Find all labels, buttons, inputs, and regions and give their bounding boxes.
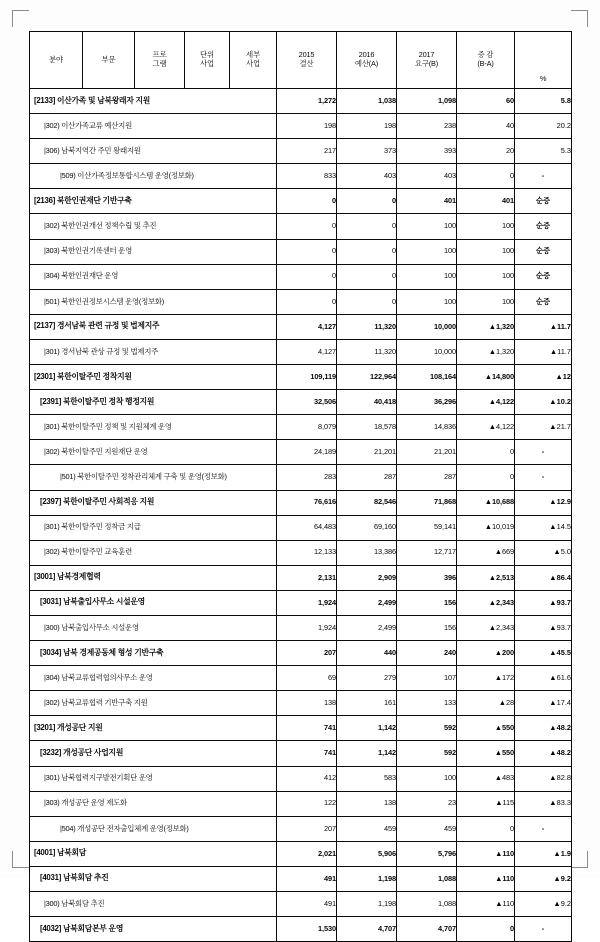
cell-y2015: 491	[277, 866, 337, 891]
cell-y2017: 396	[397, 565, 457, 590]
cell-pct: ▲83.3	[515, 791, 572, 816]
table-row	[30, 289, 572, 314]
header-line: 2016	[358, 50, 375, 60]
cell-pct: ▲12.9	[515, 490, 572, 515]
cell-y2015: 76,616	[277, 490, 337, 515]
header-line: 프로	[152, 50, 167, 60]
cell-y2015: 741	[277, 716, 337, 741]
cell-pct: ▲48.2	[515, 741, 572, 766]
header-line: 증 감	[477, 50, 494, 60]
table-row	[30, 766, 572, 791]
cell-pct: ▲48.2	[515, 716, 572, 741]
header-cell-field	[30, 32, 83, 89]
cell-y2015: 12,133	[277, 540, 337, 565]
table-row	[30, 540, 572, 565]
header-cell-detail_project	[230, 32, 277, 89]
cell-y2016: 82,546	[337, 490, 397, 515]
header-line: 요구(B)	[414, 59, 439, 68]
header-line: (B-A)	[477, 59, 494, 68]
table-row	[30, 716, 572, 741]
cell-pct: -	[515, 440, 572, 465]
row-label: [2136] 북한인권재단 기반구축	[30, 189, 277, 214]
row-label: [3201] 개성공단 지원	[30, 716, 277, 741]
cell-y2017: 100	[397, 766, 457, 791]
cell-y2017: 1,088	[397, 892, 457, 917]
cell-y2015: 833	[277, 164, 337, 189]
row-label: [4001] 남북회담	[30, 841, 277, 866]
cell-y2017: 592	[397, 741, 457, 766]
cell-diff: ▲110	[457, 892, 515, 917]
crop-mark-bottom-left	[12, 851, 29, 868]
cell-y2015: 0	[277, 189, 337, 214]
table-row	[30, 390, 572, 415]
cell-y2015: 2,021	[277, 841, 337, 866]
row-label: [3232] 개성공단 사업지원	[30, 741, 277, 766]
table-row	[30, 641, 572, 666]
cell-y2017: 107	[397, 666, 457, 691]
cell-y2017: 10,000	[397, 314, 457, 339]
cell-y2015: 0	[277, 239, 337, 264]
cell-diff: ▲483	[457, 766, 515, 791]
table-row	[30, 189, 572, 214]
header-line: 예산(A)	[354, 59, 379, 68]
row-label: [4031] 남북회담 추진	[30, 866, 277, 891]
row-label: [4032] 남북회담본부 운영	[30, 917, 277, 942]
row-label: |300) 남북출입사무소 시설운영	[30, 615, 277, 640]
row-label: |300) 남북회담 추진	[30, 892, 277, 917]
cell-y2016: 1,198	[337, 866, 397, 891]
row-label: |302) 남북교류협력 기반구축 지원	[30, 691, 277, 716]
row-label: [3034] 남북 경제공동체 형성 기반구축	[30, 641, 277, 666]
table-row	[30, 917, 572, 942]
cell-y2015: 0	[277, 289, 337, 314]
cell-y2015: 412	[277, 766, 337, 791]
cell-diff: ▲550	[457, 716, 515, 741]
cell-diff: ▲4,122	[457, 415, 515, 440]
header-line: 단위	[200, 50, 214, 60]
cell-y2016: 583	[337, 766, 397, 791]
cell-y2015: 1,924	[277, 615, 337, 640]
budget-table	[29, 31, 572, 942]
header-cell-diff	[457, 32, 515, 89]
cell-y2015: 24,189	[277, 440, 337, 465]
cell-y2015: 138	[277, 691, 337, 716]
cell-diff: 0	[457, 465, 515, 490]
cell-y2016: 21,201	[337, 440, 397, 465]
cell-y2015: 69	[277, 666, 337, 691]
cell-diff: ▲10,019	[457, 515, 515, 540]
header-cell-pct	[515, 32, 572, 89]
cell-diff: ▲1,320	[457, 339, 515, 364]
cell-diff: 401	[457, 189, 515, 214]
cell-pct: 5.8	[515, 89, 572, 114]
cell-diff: ▲115	[457, 791, 515, 816]
cell-y2016: 161	[337, 691, 397, 716]
table-row	[30, 590, 572, 615]
cell-pct: -	[515, 917, 572, 942]
cell-y2017: 100	[397, 214, 457, 239]
cell-y2015: 283	[277, 465, 337, 490]
cell-y2016: 11,320	[337, 314, 397, 339]
table-row	[30, 816, 572, 841]
cell-diff: ▲2,343	[457, 615, 515, 640]
cell-diff: ▲2,343	[457, 590, 515, 615]
header-line: 분야	[49, 54, 63, 64]
cell-y2016: 2,909	[337, 565, 397, 590]
cell-y2017: 100	[397, 289, 457, 314]
cell-y2016: 440	[337, 641, 397, 666]
cell-y2016: 373	[337, 139, 397, 164]
cell-pct: ▲9.2	[515, 892, 572, 917]
cell-y2017: 1,098	[397, 89, 457, 114]
row-label: [3031] 남북출입사무소 시설운영	[30, 590, 277, 615]
cell-pct: 순증	[515, 189, 572, 214]
cell-diff: ▲110	[457, 841, 515, 866]
cell-y2017: 10,000	[397, 339, 457, 364]
row-label: |301) 북한이탈주민 정책 및 지원체계 운영	[30, 415, 277, 440]
cell-diff: ▲550	[457, 741, 515, 766]
cell-y2015: 207	[277, 641, 337, 666]
table-row	[30, 339, 572, 364]
cell-diff: 0	[457, 917, 515, 942]
cell-y2017: 287	[397, 465, 457, 490]
crop-mark-top-left	[12, 10, 29, 27]
header-cell-y2016	[337, 32, 397, 89]
cell-y2016: 11,320	[337, 339, 397, 364]
cell-y2016: 40,418	[337, 390, 397, 415]
row-label: |302) 북한인권개선 정책수립 및 추진	[30, 214, 277, 239]
table-row	[30, 741, 572, 766]
cell-y2016: 287	[337, 465, 397, 490]
cell-diff: ▲2,513	[457, 565, 515, 590]
cell-y2015: 0	[277, 264, 337, 289]
cell-y2017: 401	[397, 189, 457, 214]
cell-pct: -	[515, 164, 572, 189]
cell-y2015: 109,119	[277, 365, 337, 390]
cell-pct: 순증	[515, 214, 572, 239]
cell-y2015: 8,079	[277, 415, 337, 440]
table-row	[30, 515, 572, 540]
header-line: 2015	[298, 50, 315, 60]
cell-pct: ▲12	[515, 365, 572, 390]
row-label: |501) 북한이탈주민 정착관리체계 구축 및 운영(정보화)	[30, 465, 277, 490]
cell-y2016: 0	[337, 264, 397, 289]
header-cell-y2017	[397, 32, 457, 89]
cell-diff: 0	[457, 816, 515, 841]
cell-y2015: 1,924	[277, 590, 337, 615]
cell-pct: ▲17.4	[515, 691, 572, 716]
table-row	[30, 415, 572, 440]
table-row	[30, 615, 572, 640]
header-line: 세부	[246, 50, 260, 60]
cell-y2017: 1,088	[397, 866, 457, 891]
table-row	[30, 666, 572, 691]
cell-y2015: 1,272	[277, 89, 337, 114]
table-row	[30, 114, 572, 139]
cell-diff: ▲14,800	[457, 365, 515, 390]
row-label: [2301] 북한이탈주민 정착지원	[30, 365, 277, 390]
row-label: |302) 이산가족교류 예산지원	[30, 114, 277, 139]
table-row	[30, 565, 572, 590]
cell-y2016: 138	[337, 791, 397, 816]
cell-diff: 100	[457, 239, 515, 264]
cell-diff: ▲10,688	[457, 490, 515, 515]
cell-y2015: 122	[277, 791, 337, 816]
cell-diff: 100	[457, 264, 515, 289]
table-row	[30, 490, 572, 515]
table-row	[30, 365, 572, 390]
cell-y2016: 198	[337, 114, 397, 139]
cell-diff: 100	[457, 289, 515, 314]
row-label: |501) 북한인권정보시스템 운영(정보화)	[30, 289, 277, 314]
header-cell-unit_project	[185, 32, 230, 89]
cell-y2016: 13,386	[337, 540, 397, 565]
table-row	[30, 841, 572, 866]
row-label: [3001] 남북경제협력	[30, 565, 277, 590]
row-label: |301) 북한이탈주민 정착금 지급	[30, 515, 277, 540]
cell-y2015: 741	[277, 741, 337, 766]
cell-diff: ▲28	[457, 691, 515, 716]
cell-pct: ▲45.5	[515, 641, 572, 666]
cell-y2017: 156	[397, 590, 457, 615]
table-row	[30, 314, 572, 339]
table-row	[30, 239, 572, 264]
row-label: |304) 남북교류협력협의사무소 운영	[30, 666, 277, 691]
cell-diff: 60	[457, 89, 515, 114]
header-line: 2017	[418, 50, 435, 60]
cell-y2017: 21,201	[397, 440, 457, 465]
crop-mark-bottom-right	[571, 851, 588, 868]
cell-diff: 20	[457, 139, 515, 164]
header-cell-program	[135, 32, 185, 89]
cell-y2017: 156	[397, 615, 457, 640]
cell-y2015: 2,131	[277, 565, 337, 590]
cell-y2017: 71,868	[397, 490, 457, 515]
row-label: |306) 남북지역간 주민 왕래지원	[30, 139, 277, 164]
cell-pct: ▲14.5	[515, 515, 572, 540]
table-row	[30, 264, 572, 289]
row-label: |302) 북한이탈주민 교육훈련	[30, 540, 277, 565]
cell-pct: ▲11.7	[515, 314, 572, 339]
cell-pct: ▲1.9	[515, 841, 572, 866]
cell-y2016: 1,142	[337, 716, 397, 741]
cell-diff: 100	[457, 214, 515, 239]
cell-y2017: 14,836	[397, 415, 457, 440]
cell-y2017: 240	[397, 641, 457, 666]
table-row	[30, 214, 572, 239]
table-row	[30, 465, 572, 490]
cell-y2017: 459	[397, 816, 457, 841]
cell-pct: 순증	[515, 264, 572, 289]
cell-y2016: 18,578	[337, 415, 397, 440]
table-header	[30, 32, 572, 89]
row-label: |301) 남북협력지구발전기획단 운영	[30, 766, 277, 791]
cell-y2017: 12,717	[397, 540, 457, 565]
cell-y2016: 122,964	[337, 365, 397, 390]
cell-y2016: 0	[337, 289, 397, 314]
table-row	[30, 89, 572, 114]
header-line: %	[539, 74, 547, 84]
cell-pct: ▲11.7	[515, 339, 572, 364]
cell-diff: 0	[457, 440, 515, 465]
cell-y2015: 4,127	[277, 314, 337, 339]
cell-pct: ▲9.2	[515, 866, 572, 891]
crop-mark-top-right	[571, 10, 588, 27]
cell-y2017: 59,141	[397, 515, 457, 540]
cell-y2015: 198	[277, 114, 337, 139]
cell-y2017: 100	[397, 264, 457, 289]
cell-y2015: 207	[277, 816, 337, 841]
cell-y2017: 238	[397, 114, 457, 139]
table-row	[30, 164, 572, 189]
cell-y2016: 1,142	[337, 741, 397, 766]
cell-y2017: 23	[397, 791, 457, 816]
row-label: [2133] 이산가족 및 남북왕래자 지원	[30, 89, 277, 114]
cell-y2016: 0	[337, 239, 397, 264]
cell-y2017: 5,796	[397, 841, 457, 866]
cell-y2017: 36,296	[397, 390, 457, 415]
cell-y2016: 0	[337, 214, 397, 239]
cell-y2016: 2,499	[337, 590, 397, 615]
cell-y2016: 1,198	[337, 892, 397, 917]
cell-pct: -	[515, 816, 572, 841]
header-line: 그램	[152, 59, 167, 68]
cell-y2017: 4,707	[397, 917, 457, 942]
cell-y2016: 279	[337, 666, 397, 691]
cell-y2015: 1,530	[277, 917, 337, 942]
row-label: |509) 이산가족정보통합시스템 운영(정보화)	[30, 164, 277, 189]
cell-pct: -	[515, 465, 572, 490]
cell-y2015: 0	[277, 214, 337, 239]
table-row	[30, 691, 572, 716]
cell-y2015: 64,483	[277, 515, 337, 540]
row-label: [2397] 북한이탈주민 사회적응 지원	[30, 490, 277, 515]
cell-diff: 40	[457, 114, 515, 139]
cell-pct: 20.2	[515, 114, 572, 139]
cell-pct: 순증	[515, 239, 572, 264]
row-label: [2391] 북한이탈주민 정착 행정지원	[30, 390, 277, 415]
cell-y2017: 592	[397, 716, 457, 741]
cell-pct: ▲10.2	[515, 390, 572, 415]
cell-y2017: 100	[397, 239, 457, 264]
cell-y2016: 0	[337, 189, 397, 214]
table-row	[30, 892, 572, 917]
cell-y2017: 133	[397, 691, 457, 716]
cell-y2016: 459	[337, 816, 397, 841]
cell-pct: 순증	[515, 289, 572, 314]
cell-pct: 5.3	[515, 139, 572, 164]
row-label: |302) 북한이탈주민 지원재단 운영	[30, 440, 277, 465]
cell-pct: ▲5.0	[515, 540, 572, 565]
cell-y2016: 4,707	[337, 917, 397, 942]
row-label: |304) 북한인권재단 운영	[30, 264, 277, 289]
cell-y2016: 1,038	[337, 89, 397, 114]
table-row	[30, 791, 572, 816]
cell-diff: ▲4,122	[457, 390, 515, 415]
cell-pct: ▲86.4	[515, 565, 572, 590]
cell-pct: ▲93.7	[515, 615, 572, 640]
budget-table-container	[29, 31, 571, 942]
cell-pct: ▲93.7	[515, 590, 572, 615]
table-row	[30, 866, 572, 891]
cell-diff: ▲200	[457, 641, 515, 666]
header-line: 결산	[299, 59, 314, 68]
cell-y2015: 4,127	[277, 339, 337, 364]
cell-y2016: 69,160	[337, 515, 397, 540]
table-body	[30, 89, 572, 942]
header-line: 부문	[101, 54, 116, 64]
table-row	[30, 440, 572, 465]
header-line: 사업	[200, 59, 214, 68]
cell-diff: ▲110	[457, 866, 515, 891]
cell-y2016: 5,906	[337, 841, 397, 866]
cell-pct: ▲21.7	[515, 415, 572, 440]
header-row	[30, 32, 572, 89]
cell-y2016: 403	[337, 164, 397, 189]
row-label: |504) 개성공단 전자출입체계 운영(정보화)	[30, 816, 277, 841]
cell-diff: ▲669	[457, 540, 515, 565]
cell-y2017: 393	[397, 139, 457, 164]
cell-y2015: 217	[277, 139, 337, 164]
cell-diff: ▲1,320	[457, 314, 515, 339]
cell-pct: ▲82.8	[515, 766, 572, 791]
cell-diff: 0	[457, 164, 515, 189]
cell-y2016: 2,499	[337, 615, 397, 640]
row-label: |303) 개성공단 운영 제도화	[30, 791, 277, 816]
cell-y2015: 491	[277, 892, 337, 917]
cell-y2015: 32,506	[277, 390, 337, 415]
header-line: 사업	[246, 59, 260, 68]
cell-y2017: 403	[397, 164, 457, 189]
row-label: |303) 북한인권기록센터 운영	[30, 239, 277, 264]
header-cell-y2015	[277, 32, 337, 89]
header-cell-sector	[83, 32, 135, 89]
cell-diff: ▲172	[457, 666, 515, 691]
cell-y2017: 108,164	[397, 365, 457, 390]
row-label: |301) 경서남북 관상 규정 및 법제지주	[30, 339, 277, 364]
cell-pct: ▲61.6	[515, 666, 572, 691]
row-label: [2137] 경서남북 관련 규정 및 법제지주	[30, 314, 277, 339]
table-row	[30, 139, 572, 164]
